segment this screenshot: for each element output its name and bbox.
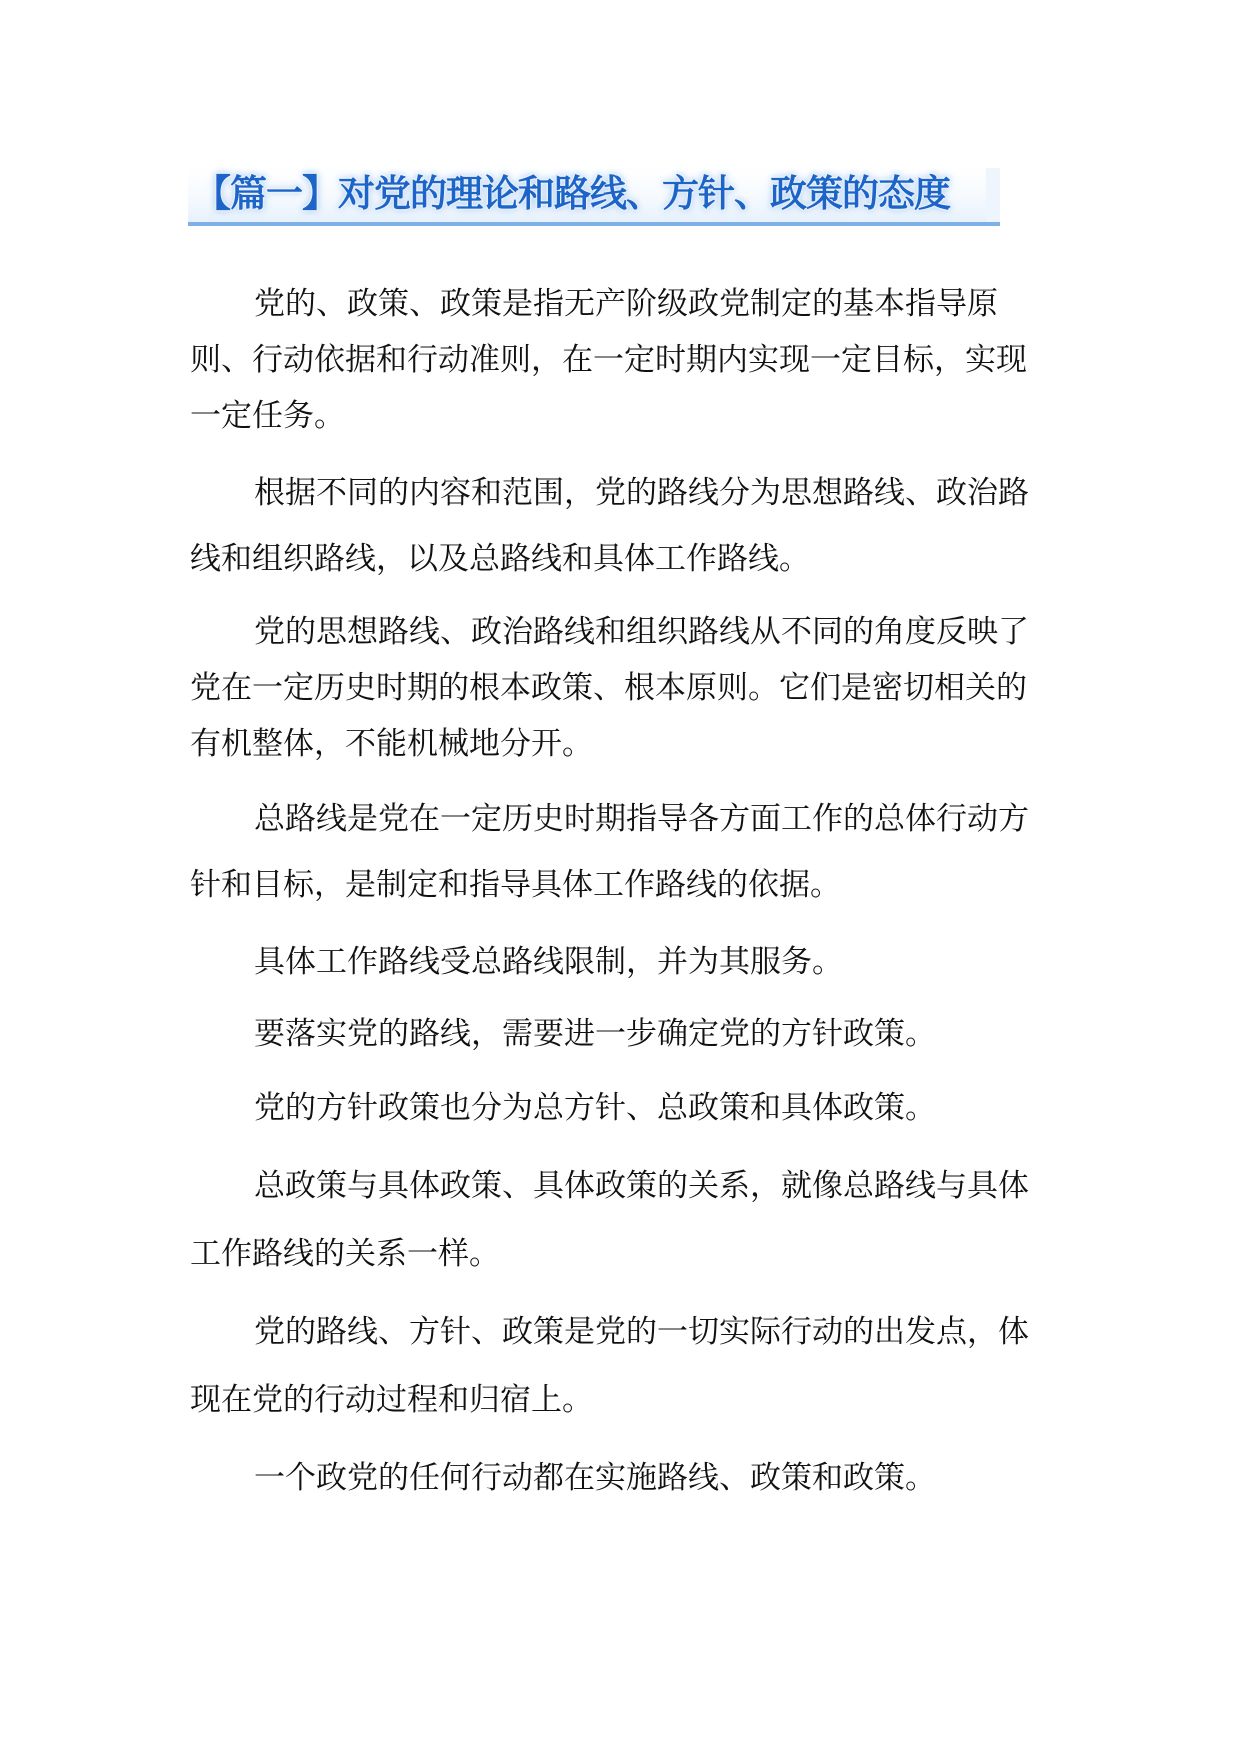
- paragraph-6: 要落实党的路线，需要进一步确定党的方针政策。: [254, 1016, 936, 1052]
- paragraph-1: 党的、政策、政策是指无产阶级政党制定的基本指导原则、行动依据和行动准则，在一定时期内实现一定目标，实现一定任务。: [190, 286, 1027, 434]
- paragraph-8: 总政策与具体政策、具体政策的关系，就像总路线与具体工作路线的关系一样。: [190, 1168, 1029, 1272]
- paragraph-3: 党的思想路线、政治路线和组织路线从不同的角度反映了党在一定历史时期的根本政策、根本原则。它们是密切相关的有机整体，不能机械地分开。: [190, 614, 1029, 762]
- paragraph-4: 总路线是党在一定历史时期指导各方面工作的总体行动方针和目标，是制定和指导具体工作路线的依据。: [190, 801, 1029, 903]
- paragraph-7: 党的方针政策也分为总方针、总政策和具体政策。: [254, 1090, 936, 1126]
- paragraph-5: 具体工作路线受总路线限制，并为其服务。: [254, 944, 843, 980]
- paragraph-10: 一个政党的任何行动都在实施路线、政策和政策。: [254, 1460, 936, 1496]
- paragraph-9: 党的路线、方针、政策是党的一切实际行动的出发点，体现在党的行动过程和归宿上。: [190, 1314, 1029, 1418]
- section-title-banner: [188, 166, 1000, 226]
- paragraph-2: 根据不同的内容和范围，党的路线分为思想路线、政治路线和组织路线，以及总路线和具体工作路线。: [190, 475, 1029, 577]
- section-title: 【篇一】对党的理论和路线、方针、政策的态度: [194, 171, 950, 215]
